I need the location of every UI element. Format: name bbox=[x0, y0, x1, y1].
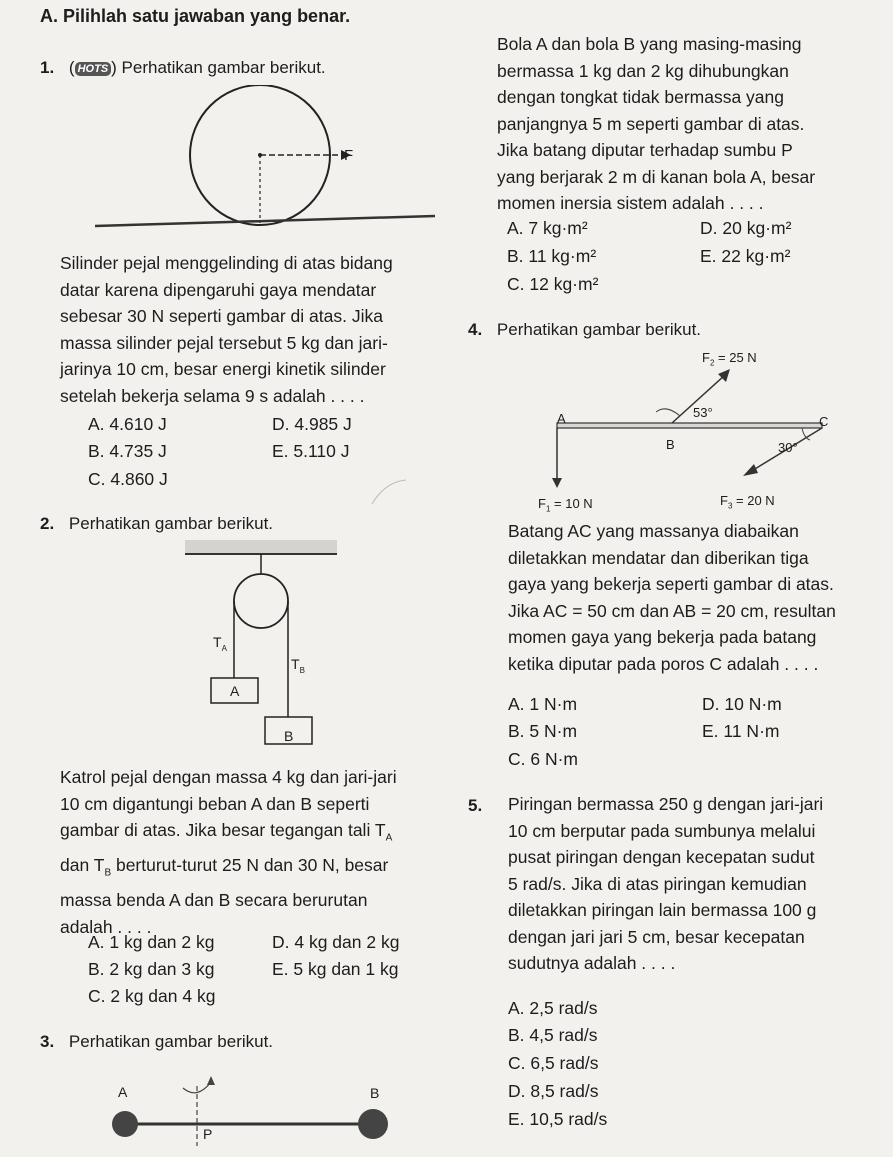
force-f1-arrowhead bbox=[552, 478, 562, 488]
q5-option-c[interactable]: C. 6,5 rad/s bbox=[508, 1053, 599, 1073]
q1-option-a[interactable]: A. 4.610 J bbox=[88, 414, 167, 434]
q4-label-F3: $F_3 = 20$ N bbox=[720, 493, 775, 511]
q2-prompt: Perhatikan gambar berikut. bbox=[68, 514, 274, 533]
q2-line: Katrol pejal dengan massa 4 kg dan jari-jari bbox=[60, 767, 397, 787]
q4-text bbox=[508, 518, 851, 677]
q4-label-C: C bbox=[819, 414, 829, 429]
q5-number: 5. bbox=[468, 796, 483, 815]
q4-option-a[interactable]: A. 1 N·m bbox=[508, 694, 578, 714]
q2-line: 10 cm digantungi beban A dan B seperti bbox=[60, 793, 370, 814]
q1-open-paren: ( bbox=[68, 58, 75, 77]
q3-prompt: Perhatikan gambar berikut. bbox=[68, 1032, 274, 1051]
q2-label-TA: $T_A$ bbox=[213, 634, 227, 653]
q3-line: yang berjarak 2 m di kanan bola A, besar bbox=[497, 166, 816, 187]
q4-line: gaya yang bekerja seperti gambar di atas. bbox=[508, 574, 834, 594]
q2-option-e[interactable]: E. 5 kg dan 1 kg bbox=[272, 959, 399, 979]
q2-line: dan $T_B$ berturut-turut 25 N dan 30 N, besar bbox=[60, 855, 389, 879]
q5-line: Piringan bermassa 250 g dengan jari-jari bbox=[508, 794, 824, 814]
q1-line: datar karena dipengaruhi gaya mendatar bbox=[60, 279, 377, 300]
q3-line: Jika batang diputar terhadap sumbu P bbox=[497, 140, 793, 160]
q1-text bbox=[60, 250, 430, 409]
q5-line: 10 cm berputar pada sumbunya melalui bbox=[508, 820, 816, 841]
q1-option-c[interactable]: C. 4.860 J bbox=[88, 469, 168, 489]
stray-arc-mark bbox=[370, 478, 410, 508]
q1-line: sebesar 30 N seperti gambar di atas. Jika bbox=[60, 306, 383, 326]
q3-header bbox=[40, 1032, 273, 1052]
q1-option-d[interactable]: D. 4.985 J bbox=[272, 414, 352, 434]
q4-label-A: A bbox=[557, 411, 566, 426]
q3-line: Bola A dan bola B yang masing-masing bbox=[497, 34, 802, 54]
ball-b bbox=[358, 1109, 388, 1139]
ceiling-hatch bbox=[185, 540, 337, 554]
q2-label-B: B bbox=[284, 728, 294, 744]
q4-option-c[interactable]: C. 6 N·m bbox=[508, 749, 578, 769]
force-f3-arrowhead bbox=[743, 464, 758, 476]
q4-option-d[interactable]: D. 10 N·m bbox=[702, 694, 782, 714]
q3-line: panjangnya 5 m seperti gambar di atas. bbox=[497, 113, 805, 134]
q2-number: 2. bbox=[40, 514, 55, 533]
q3-label-A: A bbox=[118, 1084, 128, 1100]
q3-option-e[interactable]: E. 22 kg·m² bbox=[700, 246, 791, 266]
q1-label-F: F bbox=[344, 147, 354, 164]
q3-line: bermassa 1 kg dan 2 kg dihubungkan bbox=[497, 60, 789, 81]
q4-beam-figure bbox=[540, 360, 840, 490]
q1-cylinder-figure bbox=[95, 85, 435, 245]
q1-header bbox=[40, 58, 326, 78]
angle-53-arc bbox=[656, 409, 680, 416]
q1-option-e[interactable]: E. 5.110 J bbox=[272, 441, 350, 461]
q2-text bbox=[60, 764, 435, 940]
q5-line: dengan jari jari 5 cm, besar kecepatan bbox=[508, 926, 805, 947]
q2-label-TB: $T_B$ bbox=[291, 656, 305, 675]
q4-line: Batang AC yang massanya diabaikan bbox=[508, 521, 799, 541]
q1-line: jarinya 10 cm, besar energi kinetik silinder bbox=[60, 359, 386, 379]
q5-line: 5 rad/s. Jika di atas piringan kemudian bbox=[508, 873, 807, 894]
q4-line: Jika AC = 50 cm dan AB = 20 cm, resultan bbox=[508, 600, 836, 621]
q5-line: diletakkan piringan lain bermassa 100 g bbox=[508, 900, 817, 920]
q3-line: momen inersia sistem adalah . . . . bbox=[497, 193, 764, 213]
q5-option-a[interactable]: A. 2,5 rad/s bbox=[508, 998, 598, 1018]
q4-number: 4. bbox=[468, 320, 483, 339]
q1-line: massa silinder pejal tersebut 5 kg dan jari- bbox=[60, 332, 388, 353]
q4-label-B: B bbox=[666, 437, 675, 452]
q4-line: diletakkan mendatar dan diberikan tiga bbox=[508, 547, 809, 568]
q4-prompt: Perhatikan gambar berikut. bbox=[496, 320, 702, 339]
q2-label-A: A bbox=[230, 683, 240, 699]
q3-option-b[interactable]: B. 11 kg·m² bbox=[507, 246, 597, 266]
q3-option-c[interactable]: C. 12 kg·m² bbox=[507, 274, 599, 294]
q3-label-P: P bbox=[203, 1126, 213, 1142]
q5-line: pusat piringan dengan kecepatan sudut bbox=[508, 847, 815, 867]
q4-option-e[interactable]: E. 11 N·m bbox=[702, 721, 780, 741]
q4-line: ketika diputar pada poros C adalah . . . . bbox=[508, 653, 819, 674]
q5-option-e[interactable]: E. 10,5 rad/s bbox=[508, 1109, 608, 1129]
q1-line: setelah bekerja selama 9 s adalah . . . . bbox=[60, 385, 365, 406]
q3-label-B: B bbox=[370, 1085, 380, 1101]
q3-line: dengan tongkat tidak bermassa yang bbox=[497, 87, 784, 107]
q1-number: 1. bbox=[40, 58, 55, 77]
q4-label-30: 30° bbox=[778, 440, 798, 455]
q4-label-F1: $F_1 = 10$ N bbox=[538, 496, 593, 514]
rotation-arrowhead bbox=[207, 1076, 215, 1085]
q4-line: momen gaya yang bekerja pada batang bbox=[508, 627, 817, 647]
q4-option-b[interactable]: B. 5 N·m bbox=[508, 721, 578, 741]
q3-text bbox=[497, 31, 847, 217]
q4-label-F2: $F_2 = 25$ N bbox=[702, 350, 757, 368]
q3-option-a[interactable]: A. 7 kg·m² bbox=[507, 218, 588, 238]
ball-a bbox=[112, 1111, 138, 1137]
q2-option-c[interactable]: C. 2 kg dan 4 kg bbox=[88, 986, 216, 1006]
q2-option-b[interactable]: B. 2 kg dan 3 kg bbox=[88, 959, 215, 979]
q2-line: gambar di atas. Jika besar tegangan tali $T_A$ bbox=[60, 820, 393, 844]
q2-option-a[interactable]: A. 1 kg dan 2 kg bbox=[88, 932, 215, 952]
q2-option-d[interactable]: D. 4 kg dan 2 kg bbox=[272, 932, 400, 952]
q2-pulley-figure bbox=[185, 540, 345, 755]
q5-text bbox=[508, 791, 854, 977]
q5-line: sudutnya adalah . . . . bbox=[508, 953, 676, 973]
q1-option-b[interactable]: B. 4.735 J bbox=[88, 441, 167, 461]
q2-header bbox=[40, 514, 273, 534]
q3-rod-figure bbox=[105, 1066, 395, 1146]
q4-header bbox=[468, 320, 701, 340]
q1-line: Silinder pejal menggelinding di atas bidang bbox=[60, 253, 393, 273]
q4-label-53: 53° bbox=[693, 405, 713, 420]
q2-line: massa benda A dan B secara berurutan bbox=[60, 890, 368, 910]
q5-option-b[interactable]: B. 4,5 rad/s bbox=[508, 1025, 598, 1045]
q2-line: adalah . . . . bbox=[60, 916, 152, 937]
q5-option-d[interactable]: D. 8,5 rad/s bbox=[508, 1081, 599, 1101]
hots-badge: HOTS bbox=[75, 62, 112, 76]
q3-number: 3. bbox=[40, 1032, 55, 1051]
section-title: A. Pilihlah satu jawaban yang benar. bbox=[40, 6, 351, 26]
beam-ac bbox=[557, 423, 822, 428]
q3-option-d[interactable]: D. 20 kg·m² bbox=[700, 218, 792, 238]
pulley-wheel bbox=[234, 574, 288, 628]
q1-prompt: ) Perhatikan gambar berikut. bbox=[111, 58, 326, 77]
